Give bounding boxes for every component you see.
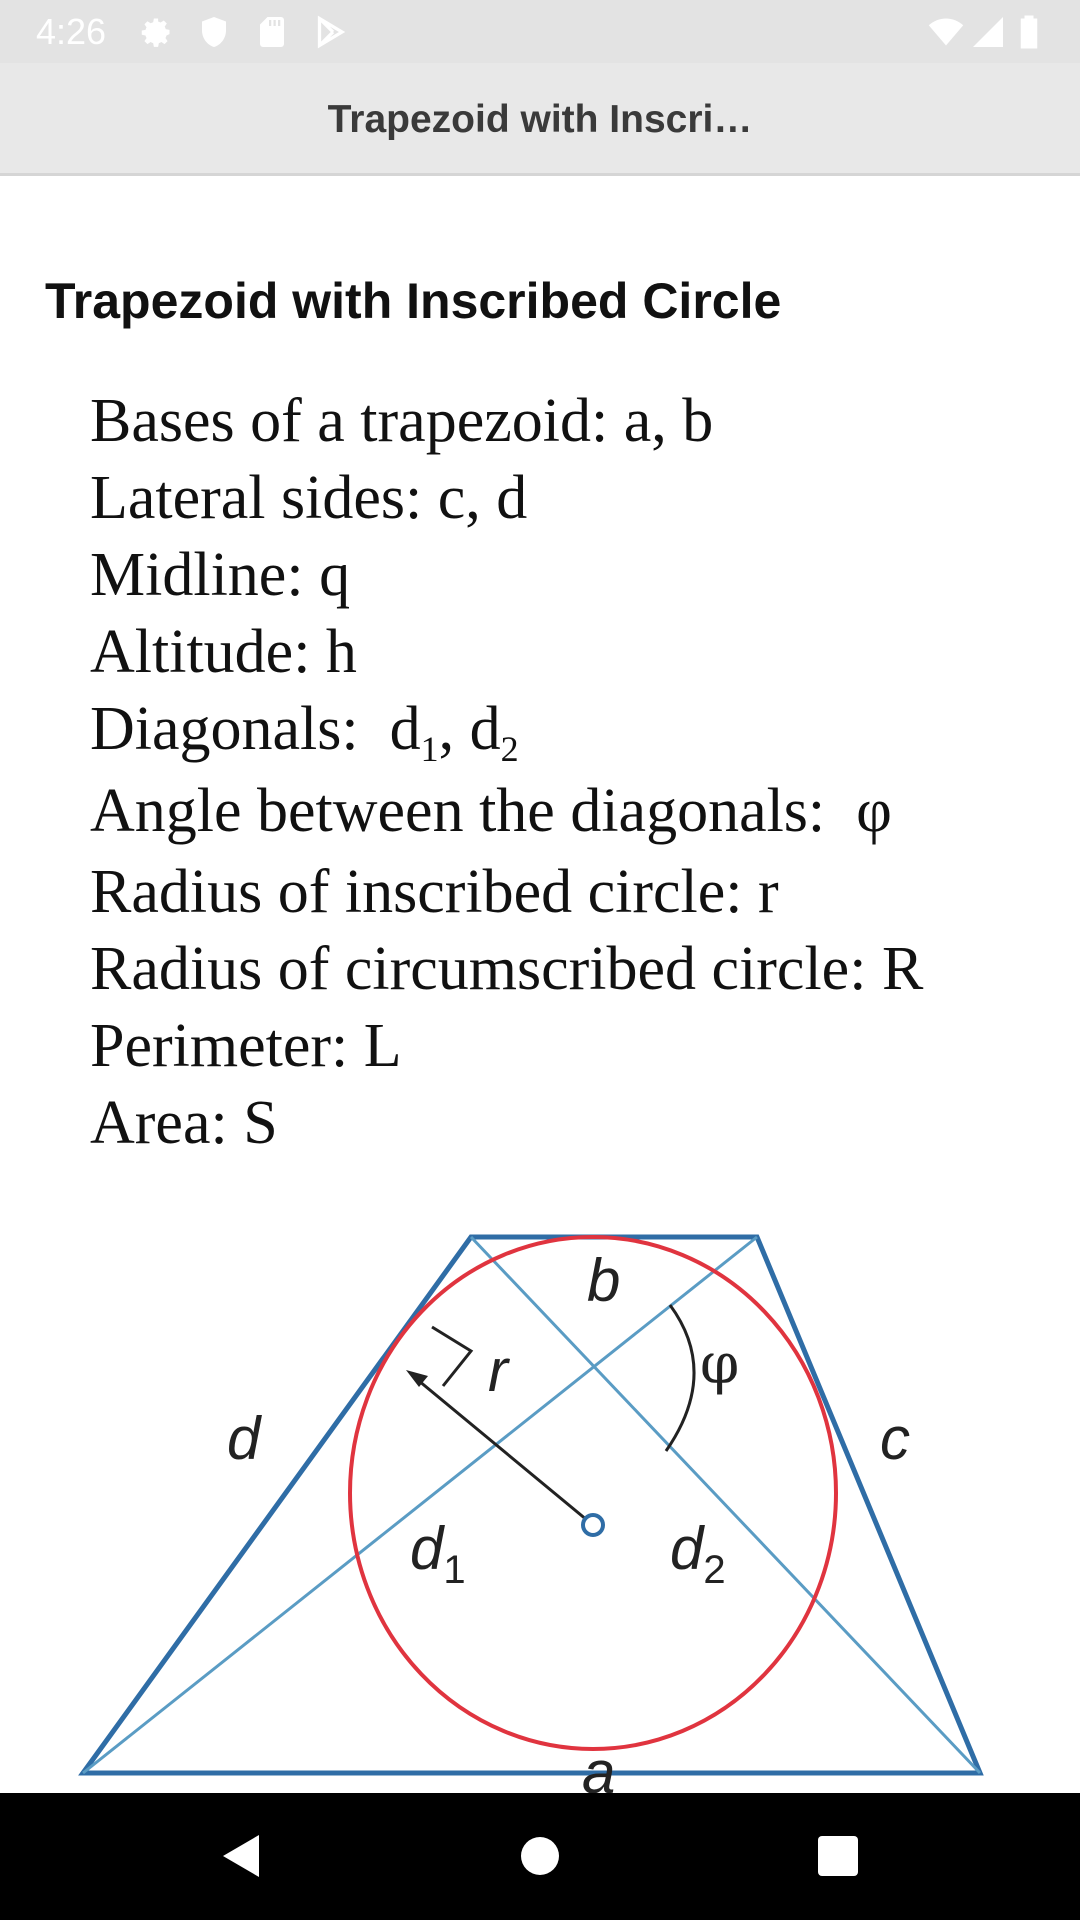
navigation-bar — [0, 1793, 1080, 1920]
angle-arc — [666, 1305, 694, 1451]
definition-item: Radius of inscribed circle: r — [90, 858, 779, 926]
diagonal-d2 — [471, 1237, 980, 1773]
label-phi: φ — [700, 1332, 740, 1397]
definition-item: Bases of a trapezoid: a, b — [90, 387, 714, 455]
definition-item: Diagonals: $d_1$, $d_2$ — [90, 695, 519, 769]
content-area[interactable] — [0, 178, 1080, 1793]
definition-item: Lateral sides: c, d — [90, 464, 528, 532]
page-title: Trapezoid with Inscribed Circle — [45, 273, 782, 329]
definition-item: Midline: q — [90, 541, 351, 609]
definition-list — [90, 383, 923, 1162]
label-d2: $d_2$ — [670, 1515, 726, 1592]
label-c: c — [880, 1405, 910, 1472]
diagonal-d1 — [83, 1237, 757, 1773]
status-bar — [0, 0, 1080, 63]
recents-icon[interactable] — [803, 1821, 873, 1891]
play-store-icon — [312, 14, 348, 50]
signal-icon — [970, 14, 1006, 50]
battery-icon — [1014, 14, 1044, 50]
label-r: r — [488, 1337, 508, 1404]
definition-item: Area: S — [90, 1089, 278, 1157]
home-icon[interactable] — [505, 1821, 575, 1891]
definition-item: Altitude: h — [90, 618, 357, 686]
definition-item: Perimeter: L — [90, 1012, 402, 1080]
shield-icon — [196, 14, 232, 50]
gear-icon — [138, 14, 174, 50]
sd-card-icon — [254, 14, 290, 50]
label-d1: $d_1$ — [410, 1515, 466, 1592]
label-b: b — [587, 1247, 621, 1314]
app-bar — [0, 63, 1080, 176]
back-icon[interactable] — [205, 1821, 275, 1891]
circle-center — [583, 1515, 603, 1535]
definition-item: Angle between the diagonals: φ — [90, 777, 892, 845]
definition-item: Radius of circumscribed circle: R — [90, 935, 924, 1003]
label-a: a — [582, 1739, 616, 1793]
status-time: 4:26 — [36, 11, 107, 52]
label-d: d — [227, 1405, 261, 1472]
trapezoid-shape — [83, 1237, 980, 1773]
right-angle-mark — [432, 1327, 471, 1386]
trapezoid-diagram — [70, 1223, 1010, 1793]
app-bar-title: Trapezoid with Inscri… — [327, 98, 753, 141]
wifi-icon — [924, 14, 968, 50]
